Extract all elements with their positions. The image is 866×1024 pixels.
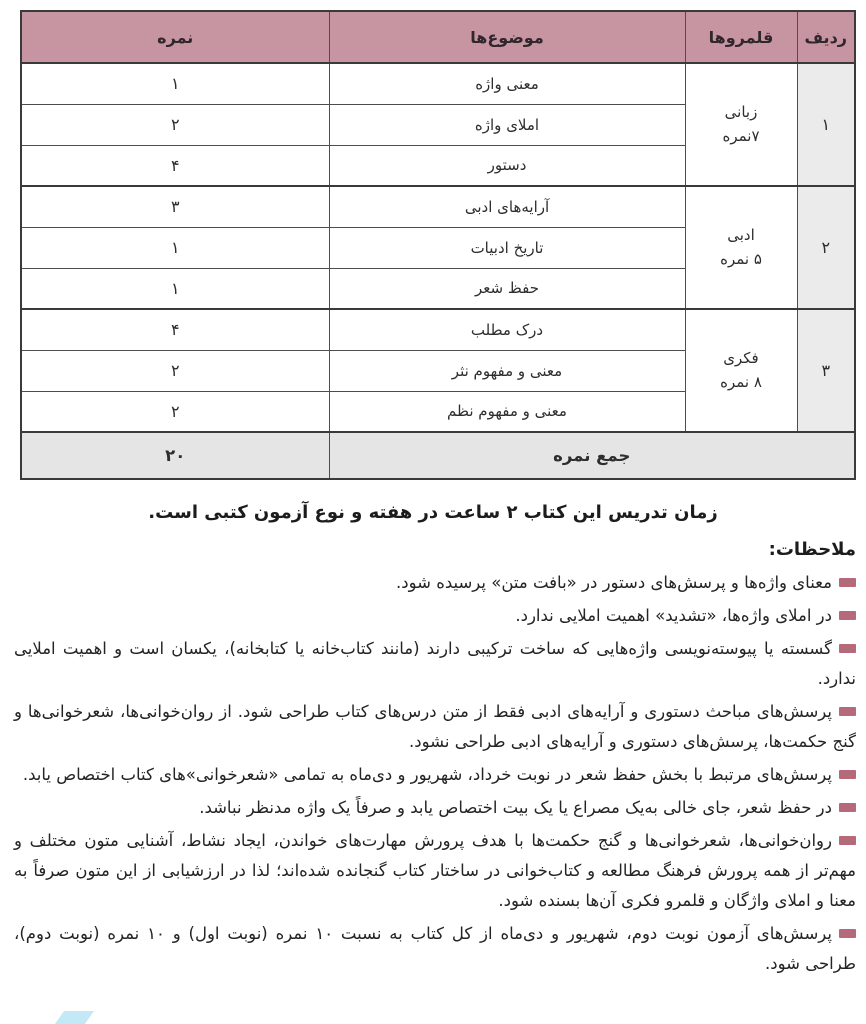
- domain-cell: [685, 63, 797, 186]
- topic-cell: دستور: [329, 145, 685, 186]
- topic-cell: تاریخ ادبیات: [329, 227, 685, 268]
- total-row: [21, 432, 855, 479]
- note-item: [14, 793, 856, 823]
- bullet-square-icon: [839, 578, 856, 587]
- topic-cell: آرایه‌های ادبی: [329, 186, 685, 227]
- note-text: در حفظ شعر، جای خالی به‌یک مصراع یا یک بیت اختصاص یابد و صرفاً یک واژه مدنظر نباشد.: [199, 798, 832, 817]
- bullet-square-icon: [839, 929, 856, 938]
- note-text: در املای واژه‌ها، «تشدید» اهمیت املایی ندارد.: [515, 606, 832, 625]
- note-text: معنای واژه‌ها و پرسش‌های دستور در «بافت متن» پرسیده شود.: [396, 573, 832, 592]
- note-item: [14, 601, 856, 631]
- domain-name: زبانی: [724, 103, 758, 122]
- bullet-square-icon: [839, 611, 856, 620]
- note-item: [14, 634, 856, 694]
- note-item: [14, 568, 856, 598]
- score-cell: ۱: [21, 268, 329, 309]
- header-radif: ردیف: [797, 11, 855, 63]
- note-text: گسسته یا پیوسته‌نویسی واژه‌هایی که ساخت ترکیبی دارند (مانند کتاب‌خانه یا کتابخانه)، یکسان است و اهمیت املایی ندارد.: [14, 639, 856, 688]
- notes-list: [14, 568, 856, 979]
- note-item: [14, 697, 856, 757]
- note-item: [14, 919, 856, 979]
- topic-cell: معنی واژه: [329, 63, 685, 104]
- topic-cell: درک مطلب: [329, 309, 685, 350]
- score-cell: ۲: [21, 104, 329, 145]
- score-table: [20, 10, 856, 480]
- note-text: پرسش‌های مرتبط با بخش حفظ شعر در نوبت خرداد، شهریور و دی‌ماه به تمامی «شعرخوانی»های کتاب اختصاص یابد.: [22, 765, 832, 784]
- score-cell: ۴: [21, 145, 329, 186]
- domain-cell: [685, 309, 797, 432]
- score-table-header: [21, 11, 855, 63]
- header-topics: موضوع‌ها: [329, 11, 685, 63]
- row-number-cell: ۳: [797, 309, 855, 432]
- decorative-blue-shape: [50, 1011, 94, 1024]
- topic-row: [21, 186, 855, 227]
- score-table-footer: [21, 432, 855, 479]
- teaching-time-note: زمان تدریس این کتاب ۲ ساعت در هفته و نوع آزمون کتبی است.: [148, 502, 718, 523]
- score-cell: ۲: [21, 391, 329, 432]
- score-cell: ۱: [21, 63, 329, 104]
- total-label: جمع نمره: [329, 432, 855, 479]
- domain-score: ۷نمره: [722, 126, 760, 145]
- note-item: [14, 760, 856, 790]
- note-text: پرسش‌های مباحث دستوری و آرایه‌های ادبی فقط از متن درس‌های کتاب طراحی شود. از روان‌خوانی‌ها، شعرخوانی‌ها و گنج حکمت‌ها، پرسش‌های دستوری و آرایه‌های ادبی طراحی نشود.: [14, 702, 856, 751]
- score-cell: ۴: [21, 309, 329, 350]
- topic-row: [21, 309, 855, 350]
- score-table-body: [21, 63, 855, 432]
- header-score: نمره: [21, 11, 329, 63]
- topic-cell: معنی و مفهوم نثر: [329, 350, 685, 391]
- domain-score: ۸ نمره: [720, 372, 762, 391]
- score-cell: ۲: [21, 350, 329, 391]
- note-text: روان‌خوانی‌ها، شعرخوانی‌ها و گنج حکمت‌ها با هدف پرورش مهارت‌های خواندن، ایجاد نشاط، آشنایی متون مختلف و مهم‌تر از همه پرورش فرهنگ مطالعه و کتاب‌خوانی در ساختار کتاب گنجانده شده‌اند؛ لذا در ارزشیابی از این متون صرفاً به معنا و املای واژگان و قلمرو فکری آن‌ها بسنده شود.: [14, 831, 856, 910]
- note-text: پرسش‌های آزمون نوبت دوم، شهریور و دی‌ماه از کل کتاب به نسبت ۱۰ نمره (نوبت اول) و ۱۰ نمره (نوبت دوم)، طراحی شود.: [14, 924, 856, 973]
- note-item: [14, 826, 856, 916]
- topic-cell: حفظ شعر: [329, 268, 685, 309]
- domain-name: فکری: [723, 349, 759, 368]
- bullet-square-icon: [839, 770, 856, 779]
- bullet-square-icon: [839, 707, 856, 716]
- domain-cell: [685, 186, 797, 309]
- domain-name: ادبی: [727, 226, 755, 245]
- topic-cell: املای واژه: [329, 104, 685, 145]
- notes-heading: ملاحظات:: [768, 539, 856, 560]
- topic-cell: معنی و مفهوم نظم: [329, 391, 685, 432]
- bullet-square-icon: [839, 836, 856, 845]
- bullet-square-icon: [839, 644, 856, 653]
- header-row: [21, 11, 855, 63]
- topic-row: [21, 63, 855, 104]
- score-cell: ۳: [21, 186, 329, 227]
- header-domains: قلمروها: [685, 11, 797, 63]
- total-value: ۲۰: [21, 432, 329, 479]
- row-number-cell: ۲: [797, 186, 855, 309]
- bullet-square-icon: [839, 803, 856, 812]
- row-number-cell: ۱: [797, 63, 855, 186]
- score-cell: ۱: [21, 227, 329, 268]
- domain-score: ۵ نمره: [720, 249, 762, 268]
